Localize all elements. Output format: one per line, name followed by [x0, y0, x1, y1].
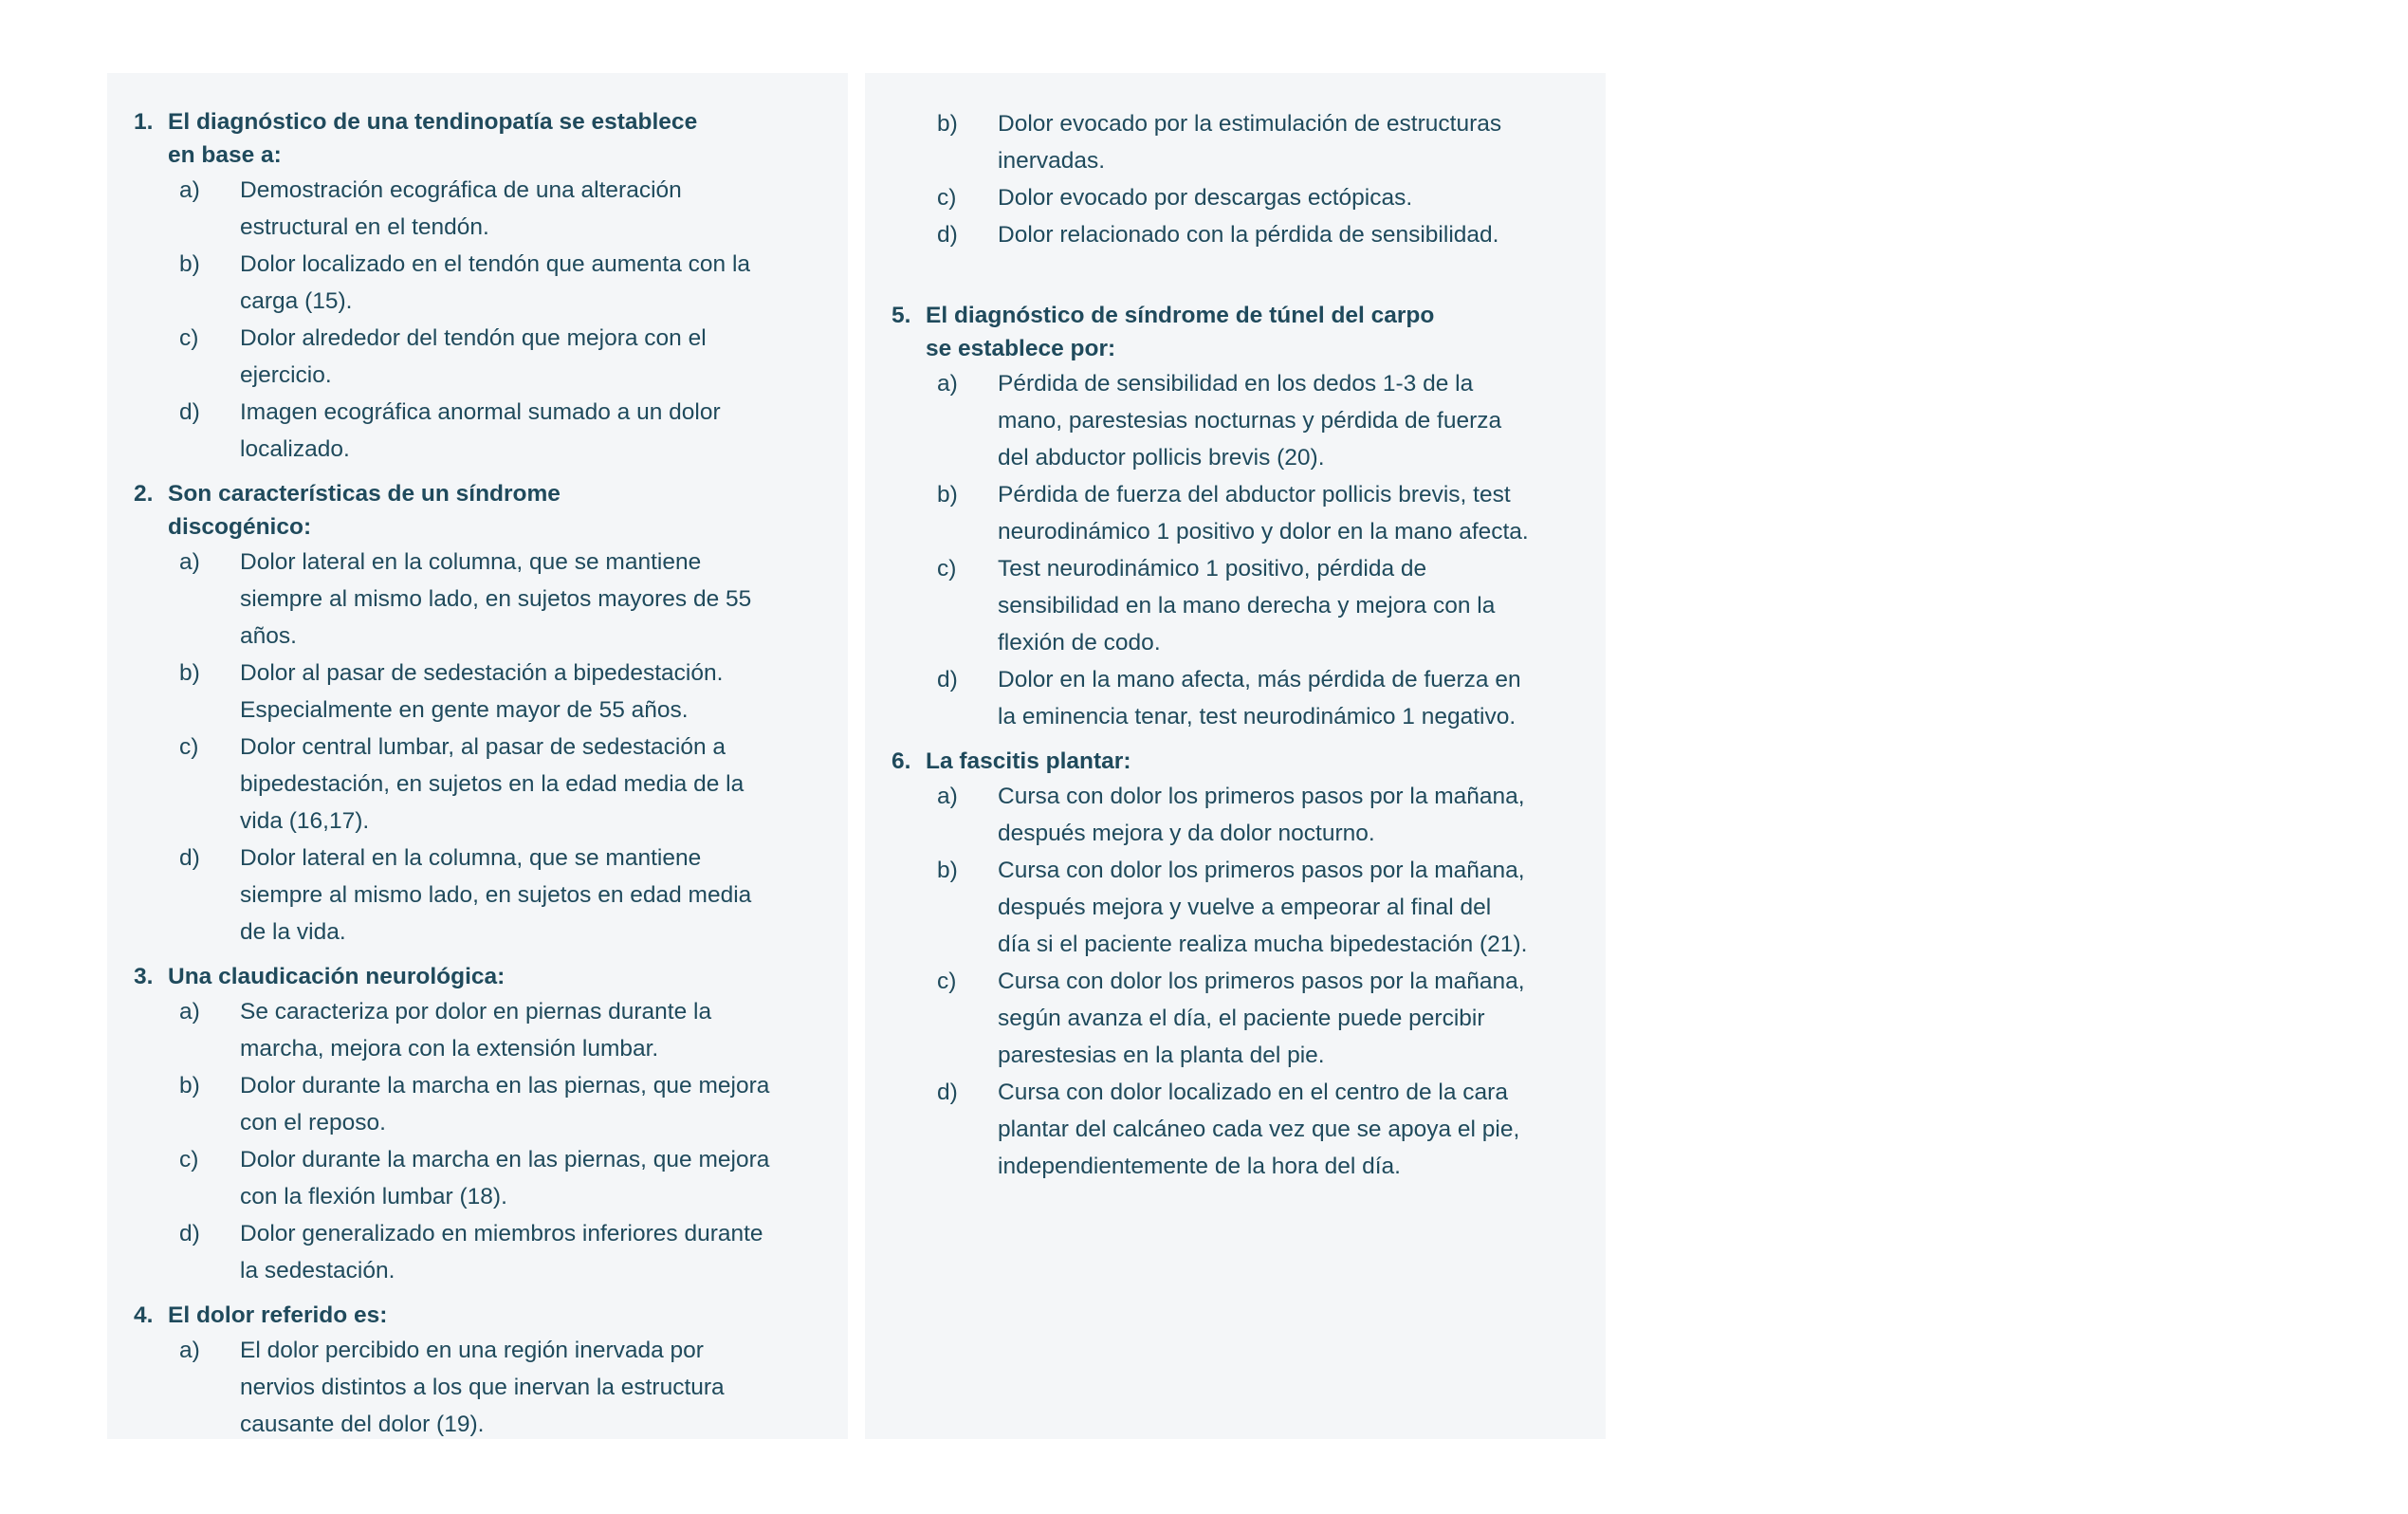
- option-letter: b): [179, 251, 200, 277]
- option-letter: c): [179, 734, 199, 760]
- question-heading: [134, 960, 848, 993]
- question-heading: [892, 299, 1606, 365]
- option-letter: b): [937, 858, 958, 883]
- answer-option-d: [134, 394, 848, 468]
- option-text: El dolor percibido en una región inervada por nervios distintos a los que inervan la estructura causante del dolor (19).: [240, 1338, 725, 1437]
- option-text: Se caracteriza por dolor en piernas durante la marcha, mejora con la extensión lumbar.: [240, 999, 712, 1062]
- option-text: Dolor generalizado en miembros inferiores durante la sedestación.: [240, 1221, 763, 1283]
- option-text: Dolor durante la marcha en las piernas, que mejora con la flexión lumbar (18).: [240, 1147, 770, 1209]
- option-text: Cursa con dolor localizado en el centro de la cara plantar del calcáneo cada vez que se apoya el pie, independientemente de la hora del día.: [998, 1080, 1520, 1179]
- answer-option-b: [134, 655, 848, 729]
- option-letter: c): [179, 325, 199, 351]
- question-heading: [134, 105, 848, 172]
- option-letter: d): [179, 1221, 200, 1246]
- option-letter: a): [179, 999, 200, 1025]
- option-text: Dolor lateral en la columna, que se mantiene siempre al mismo lado, en sujetos en edad media de la vida.: [240, 845, 752, 945]
- option-letter: b): [179, 660, 200, 686]
- answer-option-d: [892, 661, 1606, 735]
- answer-option-b: [892, 476, 1606, 550]
- question-text: El dolor referido es:: [168, 1302, 388, 1328]
- question-1: [134, 105, 848, 468]
- answer-option-b: [892, 105, 1606, 179]
- right-column-panel: [865, 73, 1606, 1439]
- option-letter: b): [937, 482, 958, 508]
- question-heading: [134, 1299, 848, 1332]
- question-4: [134, 1299, 848, 1443]
- option-text: Cursa con dolor los primeros pasos por la mañana, después mejora y da dolor nocturno.: [998, 784, 1525, 846]
- answer-option-d: [134, 1215, 848, 1289]
- answer-option-a: [892, 365, 1606, 476]
- option-text: Imagen ecográfica anormal sumado a un dolor localizado.: [240, 399, 721, 462]
- option-text: Dolor evocado por descargas ectópicas.: [998, 185, 1413, 211]
- option-letter: a): [179, 1338, 200, 1363]
- question-heading: [134, 477, 848, 544]
- answer-option-a: [134, 172, 848, 246]
- answer-option-c: [134, 320, 848, 394]
- option-text: Dolor en la mano afecta, más pérdida de fuerza en la eminencia tenar, test neurodinámico 1 negativo.: [998, 667, 1521, 729]
- option-text: Pérdida de sensibilidad en los dedos 1-3 de la mano, parestesias nocturnas y pérdida de fuerza del abductor pollicis brevis (20).: [998, 371, 1502, 471]
- option-letter: b): [937, 111, 958, 137]
- option-letter: a): [179, 549, 200, 575]
- option-letter: d): [179, 845, 200, 871]
- option-text: Dolor central lumbar, al pasar de sedestación a bipedestación, en sujetos en la edad media de la vida (16,17).: [240, 734, 744, 834]
- answer-option-d: [892, 1074, 1606, 1185]
- question-number: 6.: [892, 748, 911, 774]
- answer-option-b: [892, 852, 1606, 963]
- question-number: 3.: [134, 964, 154, 989]
- answer-option-c: [134, 1141, 848, 1215]
- question-3: [134, 960, 848, 1289]
- option-letter: a): [179, 177, 200, 203]
- question-text: Son características de un síndrome discogénico:: [168, 481, 561, 540]
- option-letter: a): [937, 784, 958, 809]
- answer-option-a: [892, 778, 1606, 852]
- option-text: Dolor localizado en el tendón que aumenta con la carga (15).: [240, 251, 751, 314]
- option-letter: c): [937, 556, 957, 582]
- answer-option-c: [134, 729, 848, 840]
- option-letter: d): [179, 399, 200, 425]
- left-column-panel: [107, 73, 848, 1439]
- option-text: Demostración ecográfica de una alteración estructural en el tendón.: [240, 177, 682, 240]
- question-2: [134, 477, 848, 951]
- question-text: Una claudicación neurológica:: [168, 964, 505, 989]
- question-4-continued: [892, 105, 1606, 253]
- option-letter: d): [937, 1080, 958, 1105]
- answer-option-c: [892, 963, 1606, 1074]
- option-letter: d): [937, 222, 958, 248]
- option-text: Dolor lateral en la columna, que se mantiene siempre al mismo lado, en sujetos mayores de 55 años.: [240, 549, 752, 649]
- option-letter: c): [937, 185, 957, 211]
- question-heading: [892, 745, 1606, 778]
- answer-option-b: [134, 1067, 848, 1141]
- option-letter: b): [179, 1073, 200, 1099]
- option-text: Cursa con dolor los primeros pasos por la mañana, según avanza el día, el paciente puede percibir parestesias en la planta del pie.: [998, 969, 1525, 1068]
- option-text: Pérdida de fuerza del abductor pollicis brevis, test neurodinámico 1 positivo y dolor en la mano afecta.: [998, 482, 1529, 545]
- question-text: El diagnóstico de síndrome de túnel del carpo se establece por:: [926, 303, 1435, 361]
- answer-option-c: [892, 550, 1606, 661]
- question-5: [892, 299, 1606, 735]
- question-number: 2.: [134, 481, 154, 507]
- answer-option-d: [134, 840, 848, 951]
- option-letter: c): [179, 1147, 199, 1172]
- option-text: Dolor relacionado con la pérdida de sensibilidad.: [998, 222, 1499, 248]
- answer-option-a: [134, 1332, 848, 1443]
- answer-option-c: [892, 179, 1606, 216]
- option-letter: d): [937, 667, 958, 692]
- question-number: 5.: [892, 303, 911, 328]
- option-text: Dolor al pasar de sedestación a bipedestación. Especialmente en gente mayor de 55 años.: [240, 660, 724, 723]
- question-number: 4.: [134, 1302, 154, 1328]
- question-6: [892, 745, 1606, 1185]
- option-text: Test neurodinámico 1 positivo, pérdida de sensibilidad en la mano derecha y mejora con la flexión de codo.: [998, 556, 1496, 655]
- question-text: La fascitis plantar:: [926, 748, 1131, 774]
- option-letter: c): [937, 969, 957, 994]
- option-text: Dolor durante la marcha en las piernas, que mejora con el reposo.: [240, 1073, 770, 1136]
- option-text: Dolor alrededor del tendón que mejora con el ejercicio.: [240, 325, 707, 388]
- question-number: 1.: [134, 109, 154, 135]
- option-letter: a): [937, 371, 958, 397]
- question-text: El diagnóstico de una tendinopatía se establece en base a:: [168, 109, 698, 168]
- answer-option-a: [134, 544, 848, 655]
- answer-option-a: [134, 993, 848, 1067]
- option-text: Cursa con dolor los primeros pasos por la mañana, después mejora y vuelve a empeorar al final del día si el paciente realiza mucha bipedestación (21).: [998, 858, 1528, 957]
- answer-option-b: [134, 246, 848, 320]
- answer-option-d: [892, 216, 1606, 253]
- option-text: Dolor evocado por la estimulación de estructuras inervadas.: [998, 111, 1502, 174]
